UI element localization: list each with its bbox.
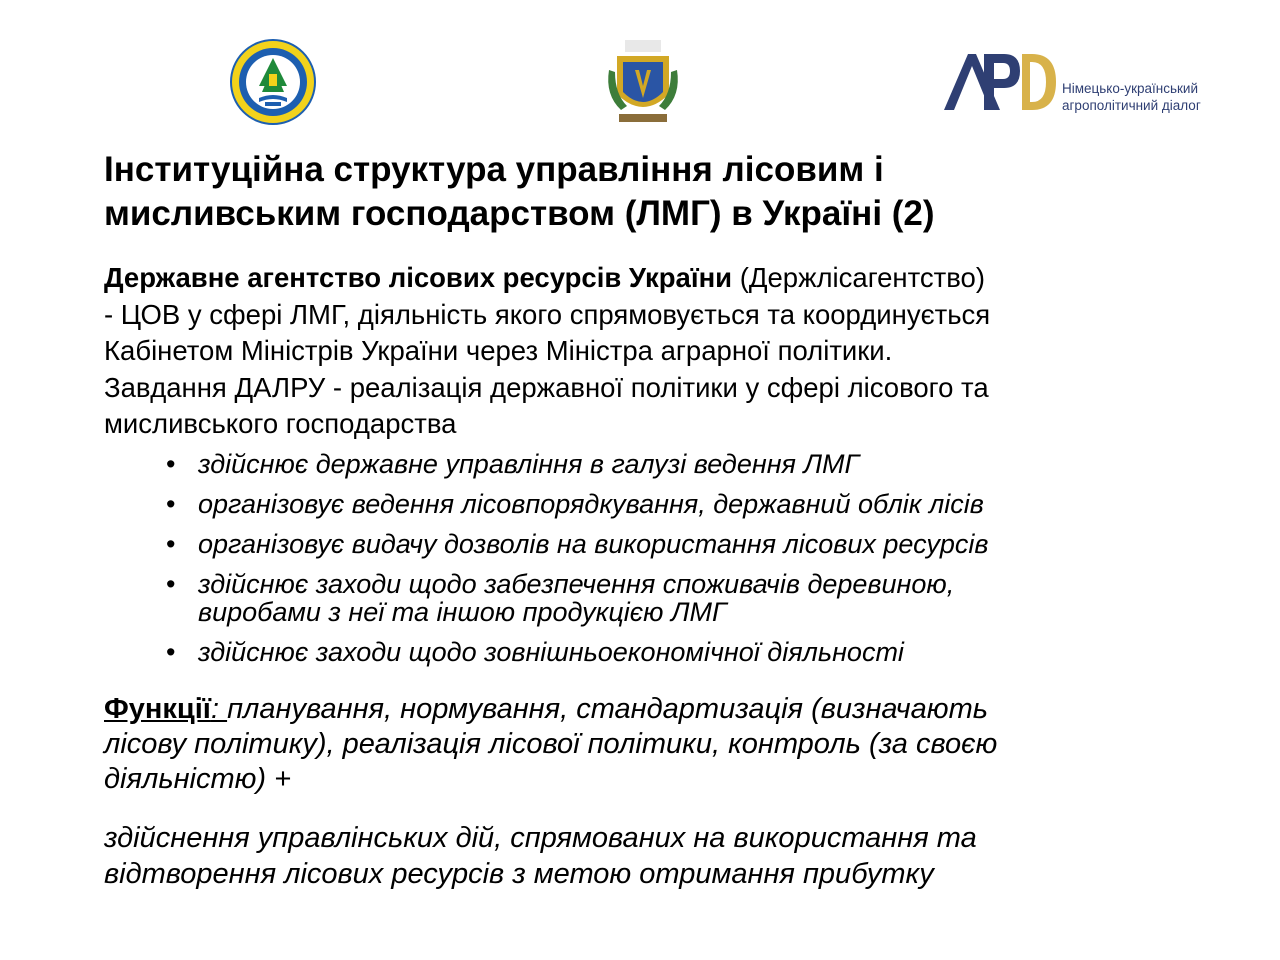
list-item xyxy=(160,490,1160,518)
duty-text: організовує видачу дозволів на використання лісових ресурсів xyxy=(198,529,989,559)
intro-line: Завдання ДАЛРУ - реалізація державної політики у сфері лісового та xyxy=(104,371,989,403)
duty-text: здійснює заходи щодо забезпечення споживачів деревиною, xyxy=(198,569,955,599)
functions-colon: : xyxy=(210,693,228,725)
agency-abbr: (Держлісагентство) xyxy=(732,262,985,293)
apd-brand-line: агрополітичний діалог xyxy=(1062,98,1201,113)
list-item xyxy=(160,450,1160,478)
apd-brand-text xyxy=(1062,80,1201,114)
bullet-icon: • xyxy=(166,529,176,559)
list-item xyxy=(160,530,1160,558)
intro-paragraph xyxy=(104,260,1234,443)
duty-text: організовує ведення лісовпорядкування, державний облік лісів xyxy=(198,489,984,519)
functions-paragraph xyxy=(104,692,1234,797)
functions-text: лісову політику), реалізація лісової політики, контроль (за своєю xyxy=(104,728,998,760)
apd-logo-icon xyxy=(940,48,1220,118)
management-text: здійснення управлінських дій, спрямованих на використання та xyxy=(104,822,977,854)
management-text: відтворення лісових ресурсів з метою отримання прибутку xyxy=(104,858,934,890)
bullet-icon: • xyxy=(166,637,176,667)
agency-name: Державне агентство лісових ресурсів України xyxy=(104,262,733,293)
page-title xyxy=(104,148,1224,236)
functions-label: Функції xyxy=(104,693,211,725)
intro-line: - ЦОВ у сфері ЛМГ, діяльність якого спрямовується та координується xyxy=(104,298,991,330)
ministry-emblem-icon xyxy=(603,40,683,126)
list-item xyxy=(160,570,1160,626)
duty-text: здійснює заходи щодо зовнішньоекономічної діяльності xyxy=(198,637,904,667)
list-item xyxy=(160,638,1160,666)
title-line: мисливським господарством (ЛМГ) в Україні (2) xyxy=(104,194,935,233)
intro-line: мисливського господарства xyxy=(104,408,457,439)
duty-text: виробами з неї та іншою продукцією ЛМГ xyxy=(198,597,727,627)
intro-line: Кабінетом Міністрів України через Міністра аграрної політики. xyxy=(104,335,893,366)
bullet-icon: • xyxy=(166,449,176,479)
title-line: Інституційна структура управління лісовим і xyxy=(104,150,884,189)
functions-text: планування, нормування, стандартизація (визначають xyxy=(227,693,988,725)
bullet-icon: • xyxy=(166,569,176,599)
university-seal-icon xyxy=(229,38,317,126)
apd-brand-line: Німецько-український xyxy=(1062,81,1199,96)
management-paragraph xyxy=(104,820,1234,892)
duty-text: здійснює державне управління в галузі ведення ЛМГ xyxy=(198,449,860,479)
duties-list xyxy=(160,450,1160,678)
functions-text: діяльністю) + xyxy=(104,763,292,795)
bullet-icon: • xyxy=(166,489,176,519)
